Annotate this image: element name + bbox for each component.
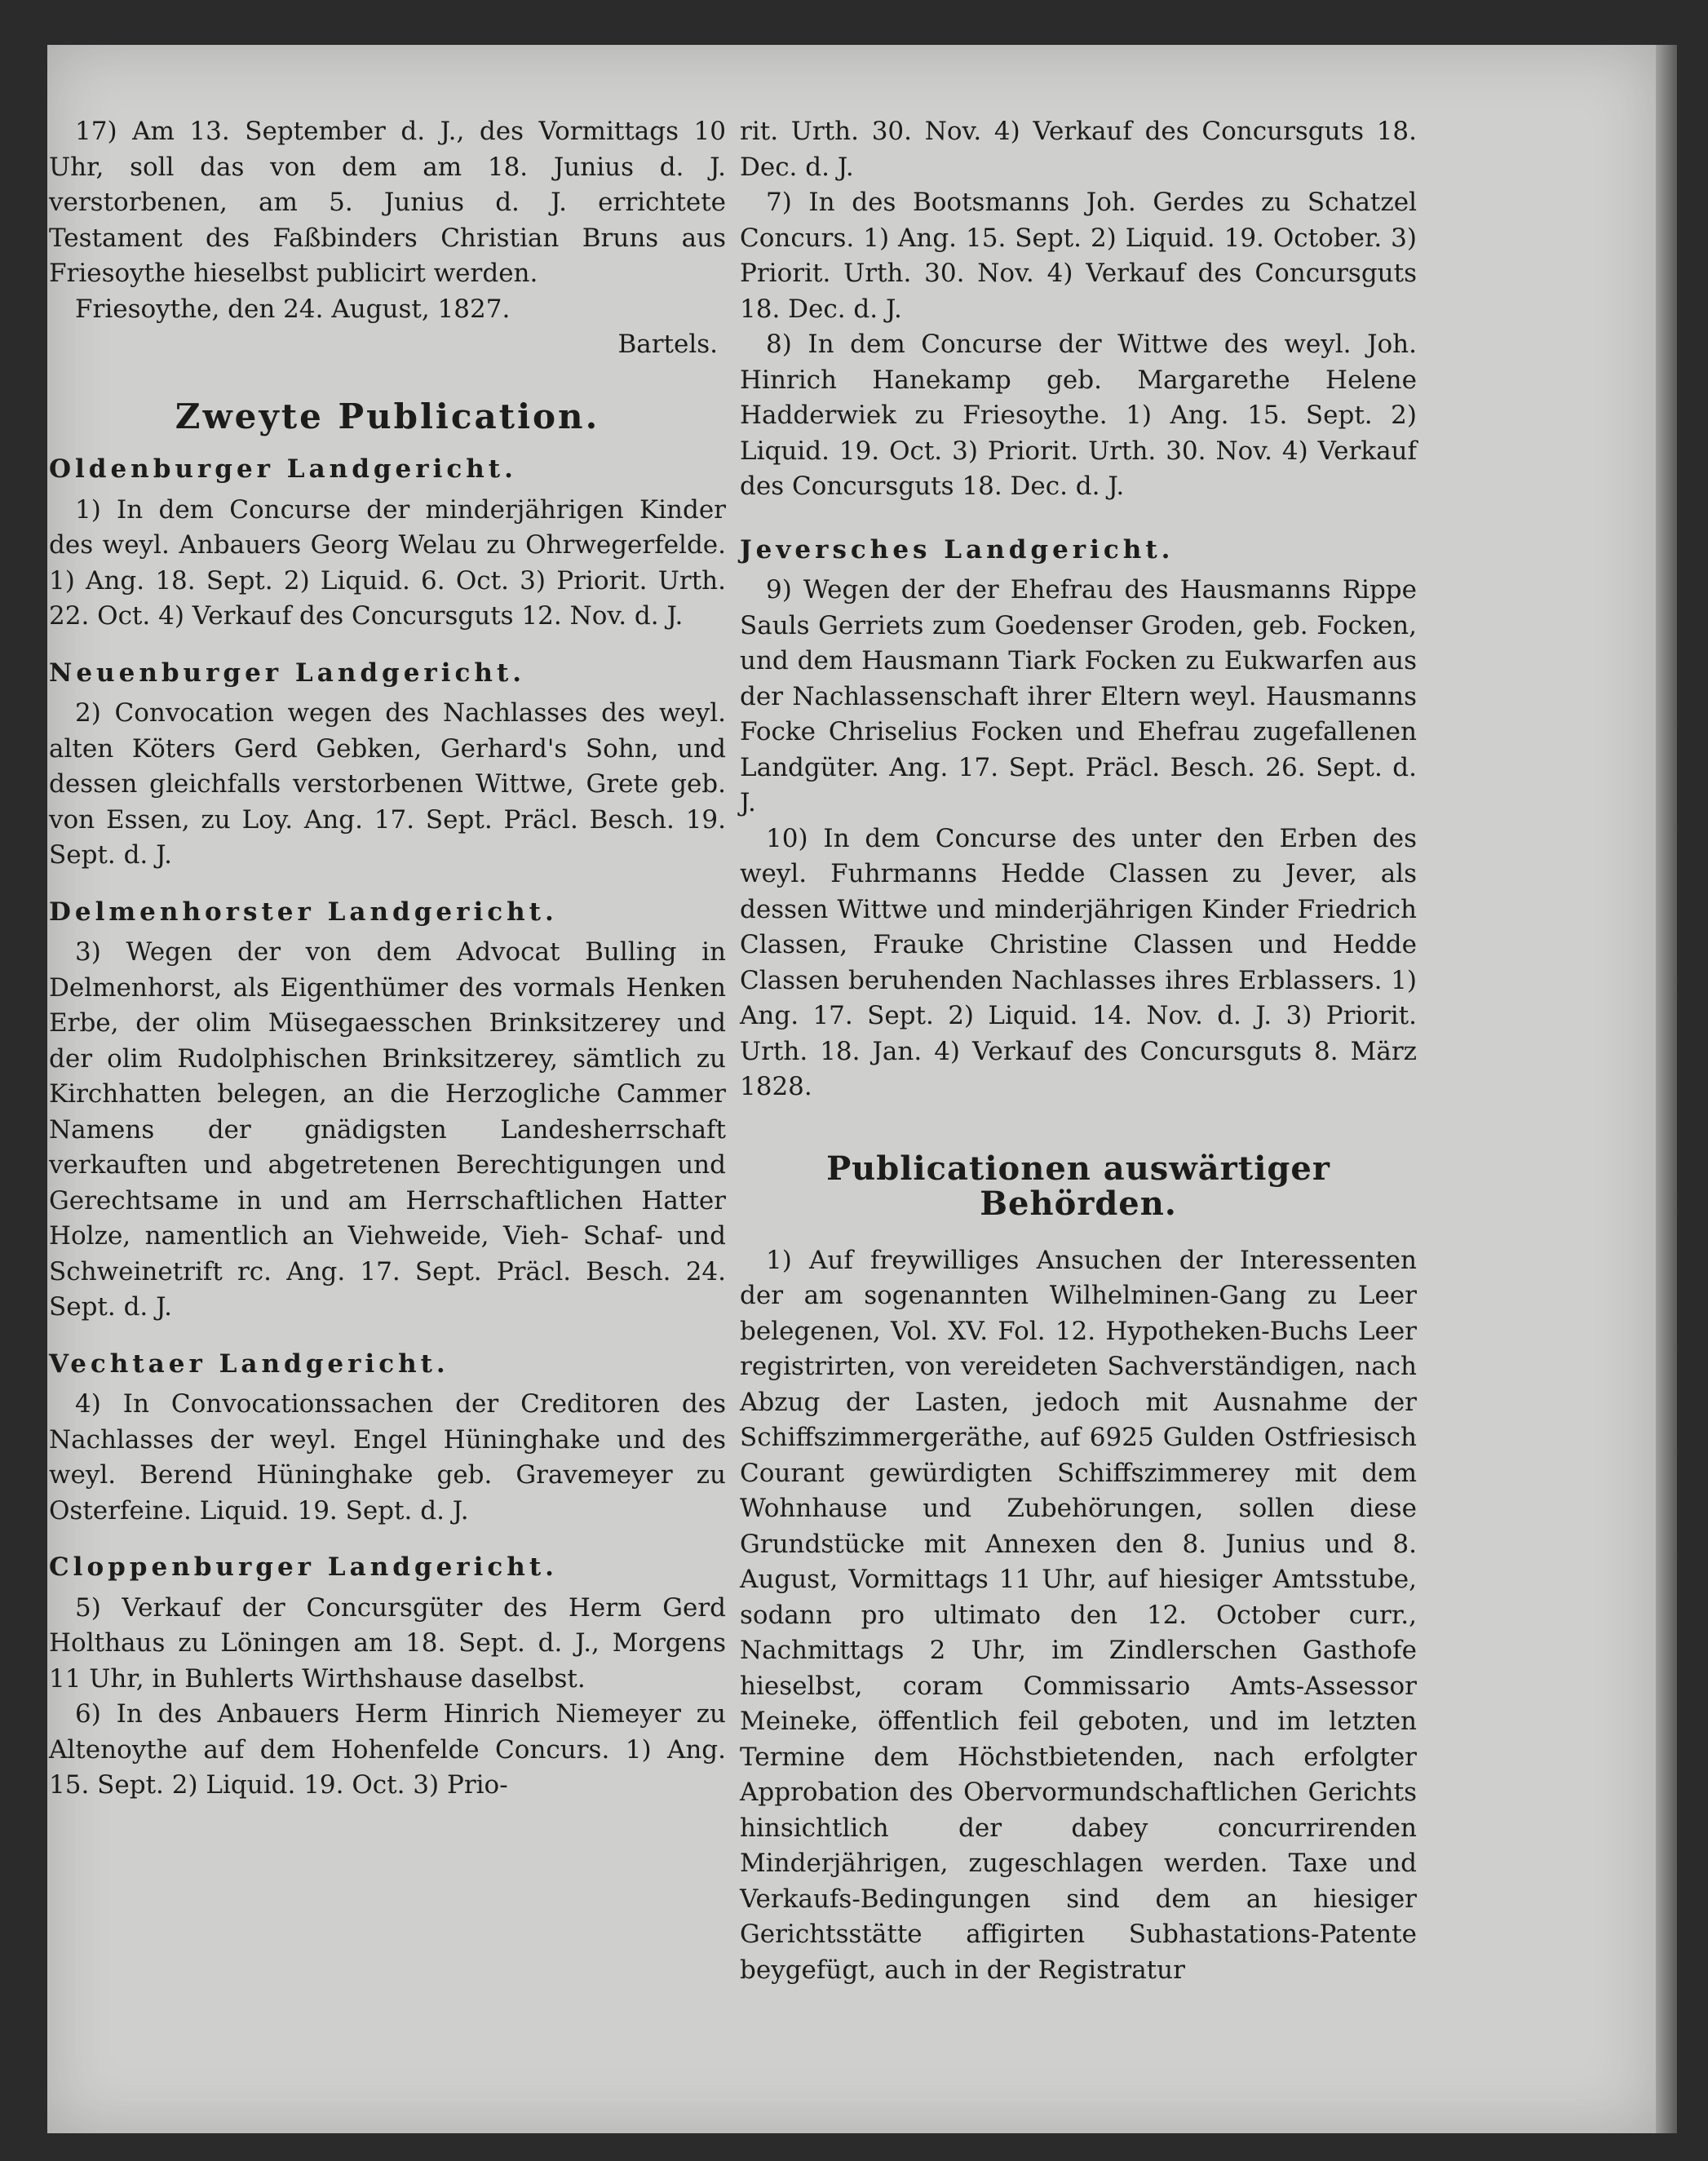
court-heading-vechta: Vechtaer Landgericht. (49, 1348, 449, 1379)
entry-1: 1) In dem Concurse der minderjährigen Kinder des weyl. Anbauers Georg Welau zu Ohrwegerfelde. 1) Ang. 18. Sept. 2) Liquid. 6. Oct. 3) Priorit. Urth. 22. Oct. 4) Verkauf des Concursguts 12. Nov. d. J. (49, 494, 726, 631)
entry-10: 10) In dem Concurse des unter den Erben des weyl. Fuhrmanns Hedde Classen zu Jever, als dessen Wittwe und minderjährigen Kinder Friedrich Classen, Frauke Christine Classen und Hedde Classen beruhenden Nachlasses ihres Erblassers. 1) Ang. 17. Sept. 2) Liquid. 14. Nov. d. J. 3) Priorit. Urth. 18. Jan. 4) Verkauf des Concursguts 8. März 1828. (740, 823, 1417, 1101)
court-heading-oldenburg: Oldenburger Landgericht. (49, 454, 517, 484)
entry-5: 5) Verkauf der Concursgüter des Herm Gerd Holthaus zu Löningen am 18. Sept. d. J., Morgens 11 Uhr, in Buhlerts Wirthshause daselbst. (49, 1592, 726, 1694)
section-title-foreign: Publicationen auswärtiger Behörden. (826, 1149, 1330, 1223)
signature: Bartels. (617, 330, 718, 359)
page-edge (1656, 45, 1677, 2133)
entry-4: 4) In Convocationssachen der Creditoren des Nachlasses der weyl. Engel Hüninghake und des weyl. Berend Hüninghake geb. Gravemeyer zu Osterfeine. Liquid. 19. Sept. d. J. (49, 1389, 726, 1526)
court-heading-neuenburg: Neuenburger Landgericht. (49, 658, 526, 688)
place-date: Friesoythe, den 24. August, 1827. (75, 294, 511, 324)
entry-9: 9) Wegen der der Ehefrau des Hausmanns Rippe Sauls Gerriets zum Goedenser Groden, geb. Focken, und dem Hausmann Tiark Focken zu Eukwarfen aus der Nachlassenschaft ihrer Eltern weyl. Hausmanns Focke Chriselius Focken und Ehefrau zugefallenen Landgüter. Ang. 17. Sept. Präcl. Besch. 26. Sept. d. J. (740, 575, 1417, 817)
entry-6-continued: rit. Urth. 30. Nov. 4) Verkauf des Concursguts 18. Dec. d. J. (740, 117, 1417, 182)
court-heading-delmenhorst: Delmenhorster Landgericht. (49, 897, 558, 927)
entry-6: 6) In des Anbauers Herm Hinrich Niemeyer zu Altenoythe auf dem Hohenfelde Concurs. 1) Ang. 15. Sept. 2) Liquid. 19. Oct. 3) Prio- (49, 1699, 726, 1800)
foreign-entry-1: 1) Auf freywilliges Ansuchen der Interessenten der am sogenannten Wilhelminen-Gang zu Leer belegenen, Vol. XV. Fol. 12. Hypotheken-Buchs Leer registrirten, von vereideten Sachverständigen, nach Abzug der Lasten, jedoch mit Ausnahme der Schiffszimmergeräthe, auf 6925 Gulden Ostfriesisch Courant gewürdigten Schiffszimmerey mit dem Wohnhause und Zubehörungen, sollen diese Grundstücke mit Annexen den 8. Junius und 8. August, Vormittags 11 Uhr, auf hiesiger Amtsstube, sodann pro ultimato den 12. October curr., Nachmittags 2 Uhr, im Zindlerschen Gasthofe hieselbst, coram Commissario Amts-Assessor Meineke, öffentlich feil geboten, und im letzten Termine dem Höchstbietenden, nach erfolgter Approbation des Obervormundschaftlichen Gerichts hinsichtlich der dabey concurrirenden Minderjährigen, zugeschlagen werden. Taxe und Verkaufs-Bedingungen sind dem an hiesiger Gerichtsstätte affigirten Subhastations-Patente beygefügt, auch in der Registratur (740, 1245, 1417, 1985)
section-title: Zweyte Publication. (175, 396, 600, 436)
entry-8: 8) In dem Concurse der Wittwe des weyl. Joh. Hinrich Hanekamp geb. Margarethe Helene Hadderwiek zu Friesoythe. 1) Ang. 15. Sept. 2) Liquid. 19. Oct. 3) Priorit. Urth. 30. Nov. 4) Verkauf des Concursguts 18. Dec. d. J. (740, 330, 1417, 501)
left-column (49, 114, 726, 1804)
right-column (740, 114, 1417, 1988)
entry-17: 17) Am 13. September d. J., des Vormittags 10 Uhr, soll das von dem am 18. Junius d. J. verstorbenen, am 5. Junius d. J. errichtete Testament des Faßbinders Christian Bruns aus Friesoythe hieselbst publicirt werden. (49, 117, 726, 288)
court-heading-jever: Jeversches Landgericht. (740, 534, 1175, 565)
entry-3: 3) Wegen der von dem Advocat Bulling in Delmenhorst, als Eigenthümer des vormals Henken Erbe, der olim Müsegaesschen Brinksitzerey und der olim Rudolphischen Brinksitzerey, sämtlich zu Kirchhatten belegen, an die Herzogliche Cammer Namens der gnädigsten Landesherrschaft verkauften und abgetretenen Berechtigungen und Gerechtsame in und am Herrschaftlichen Hatter Holze, namentlich an Viehweide, Vieh- Schaf- und Schweinetrift rc. Ang. 17. Sept. Präcl. Besch. 24. Sept. d. J. (49, 937, 726, 1322)
entry-7: 7) In des Bootsmanns Joh. Gerdes zu Schatzel Concurs. 1) Ang. 15. Sept. 2) Liquid. 19. October. 3) Priorit. Urth. 30. Nov. 4) Verkauf des Concursguts 18. Dec. d. J. (740, 188, 1417, 324)
entry-2: 2) Convocation wegen des Nachlasses des weyl. alten Köters Gerd Gebken, Gerhard's Sohn, und dessen gleichfalls verstorbenen Wittwe, Grete geb. von Essen, zu Loy. Ang. 17. Sept. Präcl. Besch. 19. Sept. d. J. (49, 698, 726, 870)
court-heading-cloppenburg: Cloppenburger Landgericht. (49, 1552, 558, 1582)
